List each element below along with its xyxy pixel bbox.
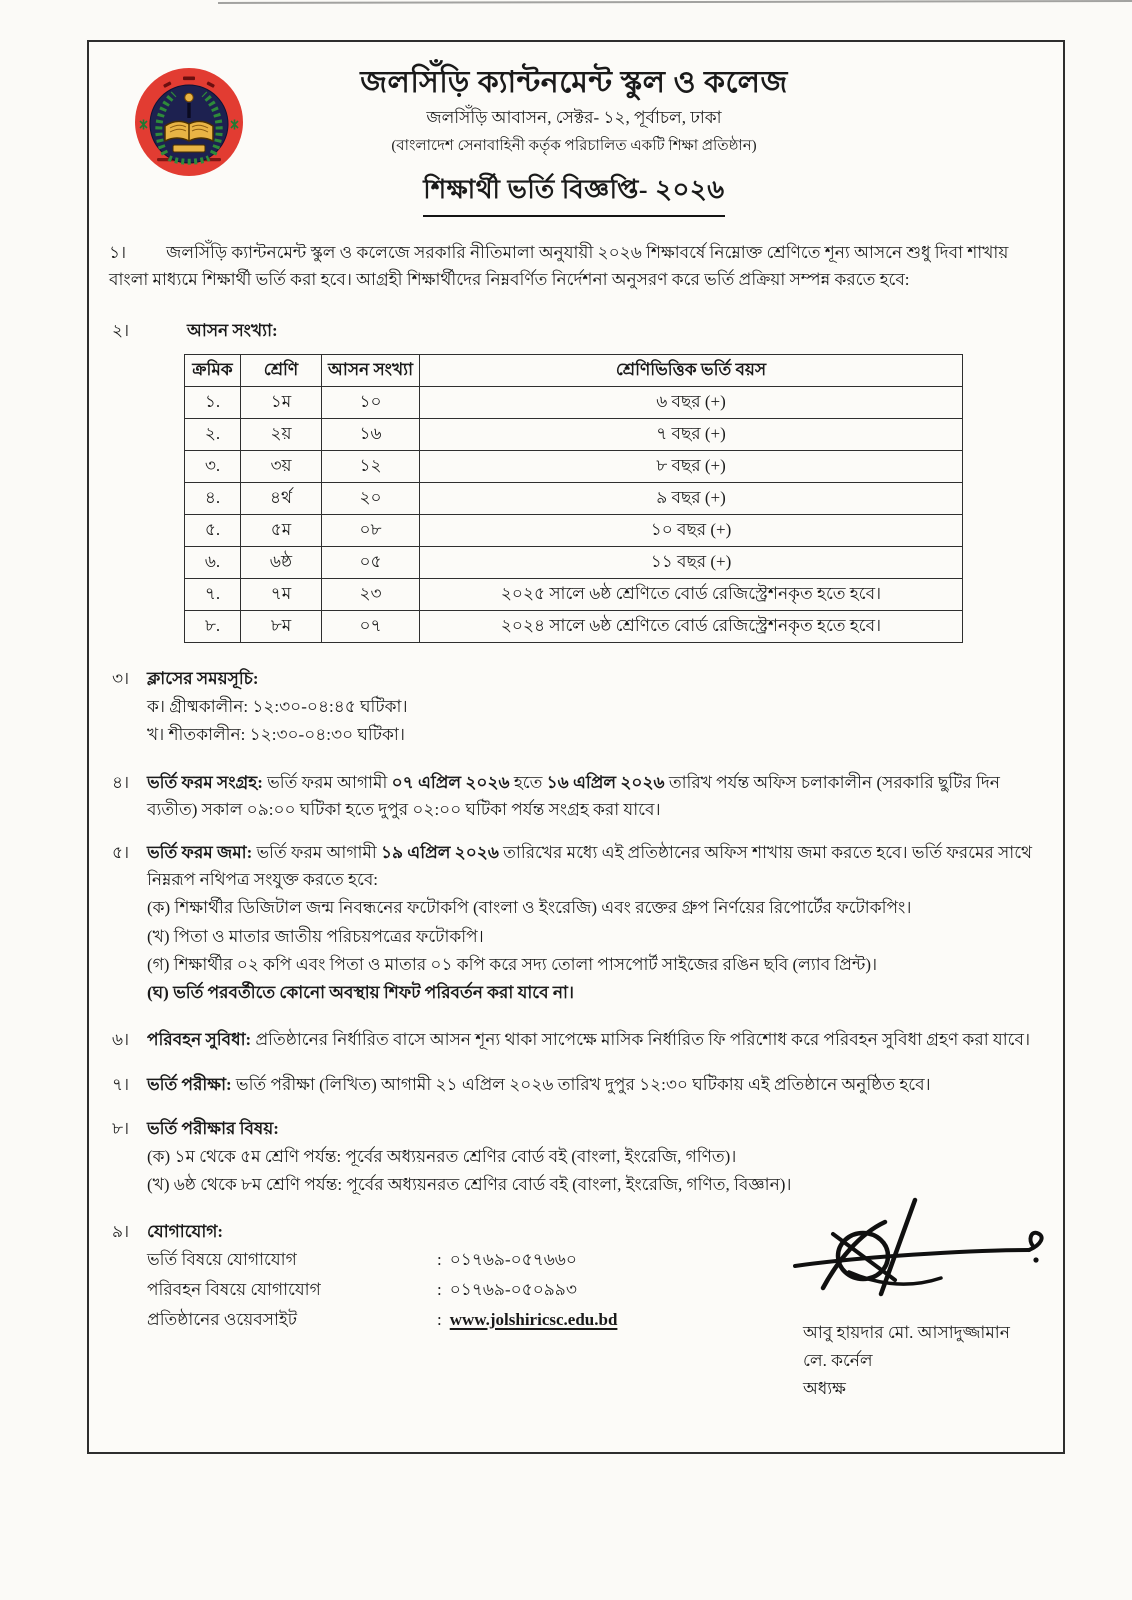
- contact-colon: :: [437, 1280, 442, 1299]
- admission-phone-number: ০১৭৬৯-০৫৭৬৬০: [449, 1250, 577, 1270]
- school-name: জলসিঁড়ি ক্যান্টনমেন্ট স্কুল ও কলেজ: [360, 66, 788, 99]
- cell-serial: ৮.: [185, 611, 241, 643]
- cell-class: ৬ষ্ঠ: [241, 547, 322, 579]
- section-2-heading: আসন সংখ্যা:: [187, 320, 278, 340]
- section-8-heading: ভর্তি পরীক্ষার বিষয়:: [147, 1118, 279, 1138]
- cell-serial: ৭.: [185, 579, 241, 611]
- section-5-text: ভর্তি ফরম আগামী: [252, 843, 381, 862]
- col-header-age: শ্রেণিভিত্তিক ভর্তি বয়স: [420, 355, 963, 387]
- contact-label: পরিবহন বিষয়ে যোগাযোগ: [147, 1280, 321, 1299]
- cell-serial: ২.: [185, 419, 241, 451]
- section-4-text: ভর্তি ফরম আগামী: [262, 772, 392, 792]
- section-number: ৯।: [112, 1222, 130, 1242]
- cell-class: ৫ম: [241, 515, 322, 547]
- section-4-text: তারিখ পর্যন্ত অফিস চলাকালীন (সরকারি ছুটির দিন ব্যতীত) সকাল ০৯:০০ ঘটিকা হতে দুপুর ০২:০০ ঘটিকা পর্যন্ত সংগ্রহ করা যাবে।: [147, 772, 1000, 819]
- section-number: ৫।: [112, 843, 130, 862]
- cell-serial: ১.: [185, 387, 241, 419]
- form-submission-deadline: ১৯ এপ্রিল ২০২৬: [380, 843, 499, 862]
- required-doc-parent-nid: (খ) পিতা ও মাতার জাতীয় পরিচয়পত্রের ফটোকপি।: [147, 926, 484, 946]
- section-6-transport: [99, 1026, 1049, 1053]
- shift-change-warning: (ঘ) ভর্তি পরবর্তীতে কোনো অবস্থায় শিফট পরিবর্তন করা যাবে না।: [147, 982, 574, 1002]
- section-6-text: প্রতিষ্ঠানের নির্ধারিত বাসে আসন শূন্য থাকা সাপেক্ষে মাসিক নির্ধারিত ফি পরিশোধ করে পরিবহন সুবিধা গ্রহণ করা যাবে।: [251, 1030, 1031, 1050]
- signature-block: [789, 1192, 1089, 1403]
- cell-class: ২য়: [241, 419, 322, 451]
- table-row: [185, 515, 963, 547]
- cell-age: ৯ বছর (+): [420, 483, 963, 515]
- contact-colon: :: [437, 1250, 442, 1270]
- table-header-row: [185, 355, 963, 387]
- required-doc-photos: (গ) শিক্ষার্থীর ০২ কপি এবং পিতা ও মাতার ০১ কপি করে সদ্য তোলা পাসপোর্ট সাইজের রঙিন ছবি (ল্যাব প্রিন্ট)।: [147, 954, 878, 974]
- section-3-schedule: [99, 665, 1049, 749]
- section-4-label: ভর্তি ফরম সংগ্রহ:: [147, 772, 263, 792]
- signatory-rank: লে. কর্নেল: [803, 1351, 873, 1371]
- signatory-name: আবু হায়দার মো. আসাদুজ্জামান: [803, 1323, 1010, 1342]
- subjects-class-6-8: (খ) ৬ষ্ঠ থেকে ৮ম শ্রেণি পর্যন্ত: পূর্বের অধ্যয়নরত শ্রেণির বোর্ড বই (বাংলা, ইংরেজি, গণিত, বিজ্ঞান)।: [147, 1174, 792, 1194]
- cell-class: ১ম: [241, 387, 322, 419]
- section-2-seats: [99, 317, 1049, 344]
- cell-seats: ১৬: [322, 419, 420, 451]
- section-7-text: ভর্তি পরীক্ষা (লিখিত) আগামী ২১ এপ্রিল ২০২৬ তারিখ দুপুর ১২:৩০ ঘটিকায় এই প্রতিষ্ঠানে অনুষ্ঠিত হবে।: [231, 1075, 931, 1095]
- notice-page-frame: [87, 40, 1065, 1454]
- schedule-summer: ক। গ্রীষ্মকালীন: ১২:৩০-০৪:৪৫ ঘটিকা।: [147, 697, 408, 717]
- section-number: ৬।: [112, 1030, 130, 1050]
- form-collection-end-date: ১৬ এপ্রিল ২০২৬: [546, 772, 665, 792]
- required-doc-birth-certificate: (ক) শিক্ষার্থীর ডিজিটাল জন্ম নিবন্ধনের ফটোকপি (বাংলা ও ইংরেজি) এবং রক্তের গ্রুপ নির্ণয়ের রিপোর্টের ফটোকপিং।: [147, 898, 912, 918]
- cell-seats: ২৩: [322, 579, 420, 611]
- table-row: [185, 451, 963, 483]
- table-row: [185, 387, 963, 419]
- notice-title: শিক্ষার্থী ভর্তি বিজ্ঞপ্তি- ২০২৬: [423, 169, 724, 217]
- table-row: [185, 483, 963, 515]
- cell-serial: ৪.: [185, 483, 241, 515]
- section-6-label: পরিবহন সুবিধা:: [147, 1030, 252, 1050]
- handwritten-signature: [789, 1192, 1059, 1317]
- school-managed-by: (বাংলাদেশ সেনাবাহিনী কর্তৃক পরিচালিত একটি শিক্ষা প্রতিষ্ঠান): [391, 137, 757, 154]
- section-number: ১।: [109, 242, 127, 262]
- section-7-label: ভর্তি পরীক্ষা:: [147, 1075, 232, 1095]
- contact-colon: :: [437, 1309, 442, 1329]
- section-3-heading: ক্লাসের সময়সূচি:: [147, 669, 259, 689]
- cell-serial: ৩.: [185, 451, 241, 483]
- section-4-form-collection: [99, 769, 1049, 823]
- table-row: [185, 547, 963, 579]
- table-row: [185, 419, 963, 451]
- cell-age: ৬ বছর (+): [420, 387, 963, 419]
- cell-class: ৩য়: [241, 451, 322, 483]
- website-url: www.jolshiricsc.edu.bd: [449, 1309, 618, 1329]
- section-number: ৪।: [112, 772, 130, 792]
- cell-class: ৪র্থ: [241, 483, 322, 515]
- school-address: জলসিঁড়ি আবাসন, সেক্টর- ১২, পূর্বাচল, ঢাকা: [426, 107, 722, 127]
- cell-age: ১০ বছর (+): [420, 515, 963, 547]
- section-8-test-subjects: [99, 1115, 1049, 1199]
- cell-age: ৮ বছর (+): [420, 451, 963, 483]
- section-1-intro: [99, 239, 1049, 293]
- section-7-admission-test: [99, 1071, 1049, 1098]
- form-collection-start-date: ০৭ এপ্রিল ২০২৬: [391, 772, 510, 792]
- signatory-title: অধ্যক্ষ: [803, 1379, 846, 1399]
- section-number: ৭।: [112, 1075, 130, 1095]
- cell-serial: ৫.: [185, 515, 241, 547]
- section-4-text: হতে: [509, 772, 547, 792]
- school-crest-logo: [133, 66, 245, 178]
- scan-artifact-line: [218, 0, 1132, 4]
- table-row: [185, 611, 963, 643]
- contact-label: প্রতিষ্ঠানের ওয়েবসাইট: [147, 1309, 297, 1329]
- section-number: ৮।: [112, 1118, 130, 1138]
- section-1-text: জলসিঁড়ি ক্যান্টনমেন্ট স্কুল ও কলেজে সরকারি নীতিমালা অনুযায়ী ২০২৬ শিক্ষাবর্ষে নিম্নোক্ত শ্রেণিতে শূন্য আসনে শুধু দিবা শাখায় বাংলা মাধ্যমে শিক্ষার্থী ভর্তি করা হবে। আগ্রহী শিক্ষার্থীদের নিম্নবর্ণিত নির্দেশনা অনুসরণ করে ভর্তি প্রক্রিয়া সম্পন্ন করতে হবে:: [109, 242, 1009, 289]
- cell-serial: ৬.: [185, 547, 241, 579]
- cell-seats: ২০: [322, 483, 420, 515]
- section-9-heading: যোগাযোগ:: [147, 1222, 224, 1242]
- col-header-serial: ক্রমিক: [185, 355, 241, 387]
- seat-allocation-table: [184, 354, 963, 643]
- cell-class: ৭ম: [241, 579, 322, 611]
- schedule-winter: খ। শীতকালীন: ১২:৩০-০৪:৩০ ঘটিকা।: [147, 725, 405, 745]
- cell-class: ৮ম: [241, 611, 322, 643]
- cell-age: ২০২৪ সালে ৬ষ্ঠ শ্রেণিতে বোর্ড রেজিস্ট্রেশনকৃত হতে হবে।: [420, 611, 963, 643]
- cell-age: ১১ বছর (+): [420, 547, 963, 579]
- cell-seats: ০৭: [322, 611, 420, 643]
- col-header-class: শ্রেণি: [241, 355, 322, 387]
- section-5-label: ভর্তি ফরম জমা:: [147, 843, 253, 862]
- transport-phone-number: ০১৭৬৯-০৫০৯৯৩: [449, 1280, 577, 1299]
- cell-age: ২০২৫ সালে ৬ষ্ঠ শ্রেণিতে বোর্ড রেজিস্ট্রেশনকৃত হতে হবে।: [420, 579, 963, 611]
- cell-seats: ০৮: [322, 515, 420, 547]
- school-crest-icon: [133, 66, 245, 178]
- subjects-class-1-5: (ক) ১ম থেকে ৫ম শ্রেণি পর্যন্ত: পূর্বের অধ্যয়নরত শ্রেণির বোর্ড বই (বাংলা, ইংরেজি, গণিত)।: [147, 1146, 737, 1166]
- contact-label: ভর্তি বিষয়ে যোগাযোগ: [147, 1250, 297, 1270]
- section-5-text: তারিখের মধ্যে এই প্রতিষ্ঠানের অফিস শাখায় জমা করতে হবে। ভর্তি ফরমের সাথে নিম্নরূপ নথিপত্র সংযুক্ত করতে হবে:: [147, 843, 1033, 890]
- cell-seats: ১২: [322, 451, 420, 483]
- section-number: ৩।: [112, 669, 130, 689]
- cell-seats: ১০: [322, 387, 420, 419]
- cell-seats: ০৫: [322, 547, 420, 579]
- section-number: ২।: [112, 320, 130, 340]
- col-header-seats: আসন সংখ্যা: [322, 355, 420, 387]
- section-5-form-submission: [99, 839, 1049, 1006]
- cell-age: ৭ বছর (+): [420, 419, 963, 451]
- table-row: [185, 579, 963, 611]
